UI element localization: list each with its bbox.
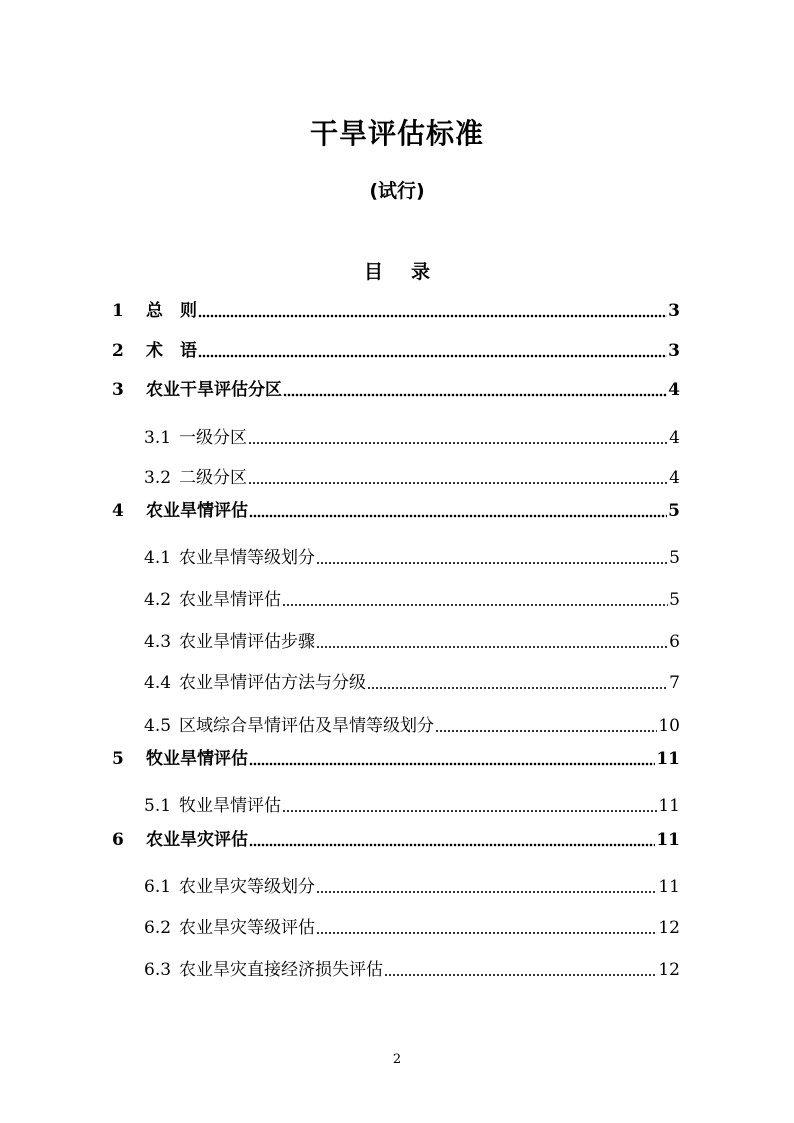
toc-entry-page: 12 xyxy=(658,960,680,980)
toc-entry[interactable] xyxy=(0,496,794,522)
toc-leader-dots xyxy=(316,925,657,935)
toc-entry-page: 5 xyxy=(669,590,680,610)
toc-entry[interactable] xyxy=(0,463,794,489)
toc-entry[interactable] xyxy=(0,711,794,737)
toc-leader-dots xyxy=(316,884,657,894)
toc-entry-page: 7 xyxy=(669,673,680,693)
toc-entry[interactable] xyxy=(0,336,794,362)
toc-leader-dots xyxy=(198,348,667,358)
toc-entry[interactable] xyxy=(0,627,794,653)
document-subtitle: (试行) xyxy=(369,180,425,202)
toc-entry[interactable] xyxy=(0,668,794,694)
toc-entry-number: 4.3 xyxy=(144,632,172,652)
toc-entry-number: 4 xyxy=(112,501,124,521)
document-title: 干旱评估标准 xyxy=(309,117,484,150)
toc-entry-number: 3 xyxy=(112,380,124,400)
toc-entry[interactable] xyxy=(0,585,794,611)
toc-entry[interactable] xyxy=(0,375,794,401)
toc-entry-number: 5.1 xyxy=(144,796,172,816)
toc-entry[interactable] xyxy=(0,744,794,770)
toc-entry-label: 二级分区 xyxy=(179,468,248,488)
toc-leader-dots xyxy=(248,475,668,485)
toc-entry-page: 5 xyxy=(669,548,680,568)
toc-entry-number: 4.1 xyxy=(144,548,172,568)
toc-entry-page: 4 xyxy=(668,380,680,400)
toc-entry-label: 农业旱情评估 xyxy=(146,501,248,521)
toc-leader-dots xyxy=(248,435,668,445)
toc-entry-page: 11 xyxy=(658,796,680,816)
toc-entry-page: 12 xyxy=(658,918,680,938)
toc-entry-label: 农业旱情等级划分 xyxy=(179,548,316,568)
toc-entry-page: 3 xyxy=(668,301,680,321)
toc-leader-dots xyxy=(249,837,655,847)
toc-entry-page: 4 xyxy=(669,428,680,448)
toc-leader-dots xyxy=(282,803,657,813)
toc-entry-label: 农业旱灾直接经济损失评估 xyxy=(179,960,384,980)
toc-entry-number: 4.2 xyxy=(144,590,172,610)
toc-leader-dots xyxy=(283,387,667,397)
toc-entry-number: 6.3 xyxy=(144,960,172,980)
toc-entry-label: 农业旱灾等级划分 xyxy=(179,877,316,897)
toc-entry[interactable] xyxy=(0,825,794,851)
toc-entry[interactable] xyxy=(0,296,794,322)
toc-entry-label: 农业旱情评估方法与分级 xyxy=(179,673,367,693)
toc-entry-label: 农业旱灾评估 xyxy=(146,830,248,850)
toc-entry-label: 区域综合旱情评估及旱情等级划分 xyxy=(179,716,435,736)
toc-entry-label: 农业旱灾等级评估 xyxy=(179,918,316,938)
toc-entry-page: 11 xyxy=(656,749,680,769)
toc-entry-number: 4.5 xyxy=(144,716,172,736)
toc-entry[interactable] xyxy=(0,955,794,981)
toc-entry-number: 3.1 xyxy=(144,428,172,448)
toc-entry-page: 4 xyxy=(669,468,680,488)
toc-entry-page: 10 xyxy=(658,716,680,736)
toc-entry-label: 农业干旱评估分区 xyxy=(146,380,282,400)
toc-entry-number: 6.1 xyxy=(144,877,172,897)
toc-leader-dots xyxy=(249,756,655,766)
toc-entry-label: 农业旱情评估步骤 xyxy=(179,632,316,652)
toc-leader-dots xyxy=(367,680,668,690)
toc-leader-dots xyxy=(316,555,668,565)
toc-leader-dots xyxy=(316,639,668,649)
toc-heading: 目录 xyxy=(363,261,458,283)
toc-entry-number: 1 xyxy=(112,301,124,321)
toc-entry[interactable] xyxy=(0,423,794,449)
toc-entry-number: 4.4 xyxy=(144,673,172,693)
toc-entry-page: 6 xyxy=(669,632,680,652)
toc-leader-dots xyxy=(384,967,657,977)
toc-entry-number: 3.2 xyxy=(144,468,172,488)
toc-leader-dots xyxy=(249,508,667,518)
toc-entry-page: 3 xyxy=(668,341,680,361)
toc-entry-label: 牧业旱情评估 xyxy=(179,796,282,816)
toc-entry-number: 6.2 xyxy=(144,918,172,938)
toc-leader-dots xyxy=(435,723,657,733)
toc-entry-number: 6 xyxy=(112,830,124,850)
toc-entry-label: 总 则 xyxy=(146,301,197,321)
toc-entry-label: 术 语 xyxy=(146,341,197,361)
toc-entry-page: 11 xyxy=(658,877,680,897)
toc-entry-label: 一级分区 xyxy=(179,428,248,448)
toc-entry-number: 2 xyxy=(112,341,124,361)
toc-entry-page: 5 xyxy=(668,501,680,521)
toc-entry-label: 牧业旱情评估 xyxy=(146,749,248,769)
toc-entry-label: 农业旱情评估 xyxy=(179,590,282,610)
toc-leader-dots xyxy=(198,308,667,318)
toc-entry[interactable] xyxy=(0,872,794,898)
toc-entry[interactable] xyxy=(0,791,794,817)
toc-entry-number: 5 xyxy=(112,749,124,769)
toc-entry[interactable] xyxy=(0,543,794,569)
toc-entry-page: 11 xyxy=(656,830,680,850)
toc-leader-dots xyxy=(282,597,668,607)
page-number: 2 xyxy=(392,1052,402,1067)
toc-entry[interactable] xyxy=(0,913,794,939)
